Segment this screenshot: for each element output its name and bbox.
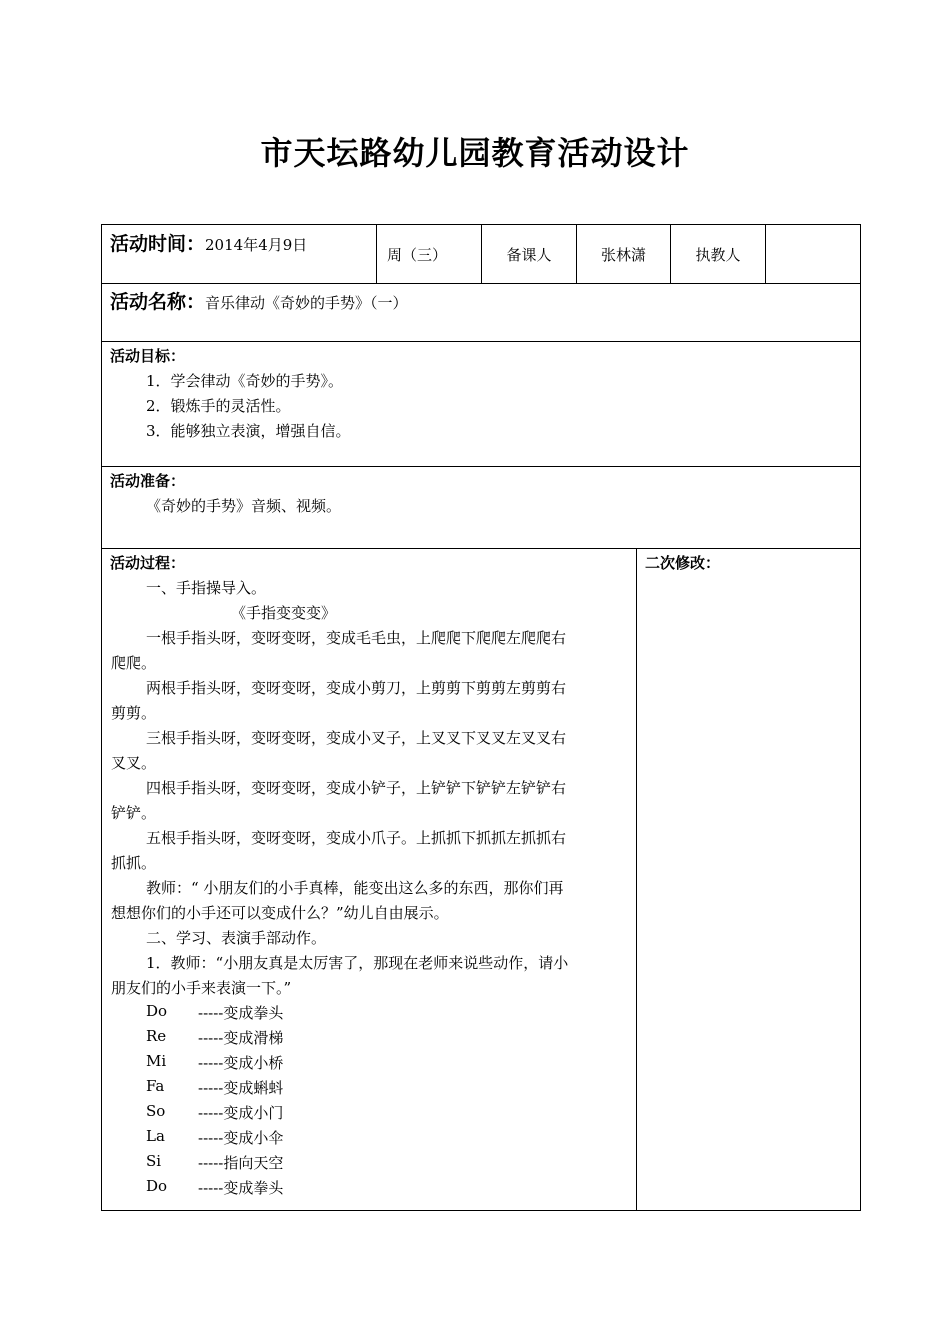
process-line: 一、手指操导入。 bbox=[146, 579, 267, 597]
revision-label: 二次修改： bbox=[645, 554, 721, 572]
note-action: -----变成小桥 bbox=[198, 1054, 284, 1072]
note-action: -----变成小门 bbox=[198, 1104, 284, 1122]
note-action: -----变成拳头 bbox=[198, 1004, 284, 1022]
preparation-label: 活动准备： bbox=[110, 472, 186, 490]
process-line: 五根手指头呀，变呀变呀，变成小爪子。上抓抓下抓抓左抓抓右 bbox=[146, 829, 567, 847]
note-action: -----指向天空 bbox=[198, 1154, 284, 1172]
goal-item: 2．锻炼手的灵活性。 bbox=[146, 397, 291, 415]
row-divider bbox=[101, 548, 861, 549]
process-line: 剪剪。 bbox=[111, 704, 157, 722]
goal-item: 3．能够独立表演，增强自信。 bbox=[146, 422, 351, 440]
process-line: 爬爬。 bbox=[111, 654, 157, 672]
note-label: Mi bbox=[146, 1052, 167, 1070]
note-action: -----变成拳头 bbox=[198, 1179, 284, 1197]
preparation-value: 《奇妙的手势》音频、视频。 bbox=[146, 497, 342, 515]
teacher-label: 执教人 bbox=[695, 246, 741, 264]
process-label: 活动过程： bbox=[110, 554, 186, 572]
note-label: Do bbox=[146, 1002, 168, 1020]
note-action: -----变成蝌蚪 bbox=[198, 1079, 284, 1097]
preparer-name: 张林潇 bbox=[600, 246, 646, 264]
weekday: 周（三） bbox=[386, 246, 447, 264]
process-line: 《手指变变变》 bbox=[231, 604, 337, 622]
note-label: Fa bbox=[146, 1077, 165, 1095]
note-label: Si bbox=[146, 1152, 162, 1170]
row-divider bbox=[101, 341, 861, 342]
process-line: 四根手指头呀，变呀变呀，变成小铲子，上铲铲下铲铲左铲铲右 bbox=[146, 779, 567, 797]
activity-name bbox=[110, 287, 408, 314]
activity-name-value: 音乐律动《奇妙的手势》（一） bbox=[205, 294, 408, 312]
col-divider bbox=[636, 548, 637, 1211]
activity-name-label: 活动名称： bbox=[110, 291, 206, 313]
process-line: 二、学习、表演手部动作。 bbox=[146, 929, 327, 947]
activity-time-value: 2014年4月9日 bbox=[205, 236, 308, 254]
goal-item: 1．学会律动《奇妙的手势》。 bbox=[146, 372, 344, 390]
process-line: 1．教师：“小朋友真是太厉害了，那现在老师来说些动作，请小 bbox=[146, 954, 569, 972]
process-line: 两根手指头呀，变呀变呀，变成小剪刀，上剪剪下剪剪左剪剪右 bbox=[146, 679, 567, 697]
process-line: 朋友们的小手来表演一下。” bbox=[111, 979, 292, 997]
process-line: 教师：“ 小朋友们的小手真棒，能变出这么多的东西，那你们再 bbox=[146, 879, 564, 897]
col-divider bbox=[765, 224, 766, 283]
activity-time bbox=[110, 229, 307, 256]
page-title: 市天坛路幼儿园教育活动设计 bbox=[260, 134, 690, 172]
process-line: 想想你们的小手还可以变成什么？”幼儿自由展示。 bbox=[111, 904, 449, 922]
process-line: 铲铲。 bbox=[111, 804, 157, 822]
note-action: -----变成滑梯 bbox=[198, 1029, 284, 1047]
process-line: 一根手指头呀，变呀变呀，变成毛毛虫，上爬爬下爬爬左爬爬右 bbox=[146, 629, 567, 647]
process-line: 三根手指头呀，变呀变呀，变成小叉子，上叉叉下叉叉左叉叉右 bbox=[146, 729, 567, 747]
preparer-label: 备课人 bbox=[506, 246, 552, 264]
note-label: Re bbox=[146, 1027, 167, 1045]
row-divider bbox=[101, 466, 861, 467]
note-label: La bbox=[146, 1127, 165, 1145]
note-label: So bbox=[146, 1102, 166, 1120]
process-line: 叉叉。 bbox=[111, 754, 157, 772]
row-divider bbox=[101, 283, 861, 284]
note-action: -----变成小伞 bbox=[198, 1129, 284, 1147]
goals-label: 活动目标： bbox=[110, 347, 186, 365]
note-label: Do bbox=[146, 1177, 168, 1195]
process-line: 抓抓。 bbox=[111, 854, 157, 872]
activity-time-label: 活动时间： bbox=[110, 233, 206, 255]
